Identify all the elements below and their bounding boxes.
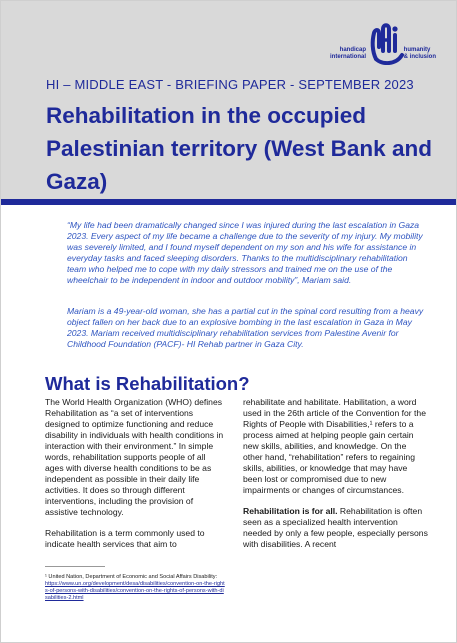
intro-story: Mariam is a 49-year-old woman, she has a partial cut in the spinal cord resulting from a heavy object fallen on her back due to an explosive bombing in the last escalation in Gaza in May 2023. Mariam received multidisciplinary rehabilitation services from Palestine Avenir for Childhood Foundation (PACF)- HI Rehab partner in Gaza City. (67, 306, 424, 349)
footnote-text: ¹ United Nation, Department of Economic and Social Affairs Disability: (45, 574, 218, 580)
col1-paragraph-1: The World Health Organization (WHO) defines Rehabilitation as “a set of interventions designed to optimize functioning and reduce disability in individuals with health conditions in interaction with their environment.” In simple words, rehabilitation supports people of all ages with diverse health conditions to be as independent as possible in their daily life activities. It does so through different interventions, including the provision of assistive technology. (45, 397, 224, 517)
logo-right-line1: humanity (403, 47, 431, 53)
footnote-link[interactable]: https://www.un.org/development/desa/disabilities/convention-on-the-rights-of-persons-with-disabilities/convention-on-the-rights-of-persons-with-disabilities-2.html (45, 581, 225, 601)
page-title: Rehabilitation in the occupied Palestinian territory (West Bank and Gaza) (46, 103, 432, 194)
footnote (45, 574, 225, 602)
briefing-kicker: HI – MIDDLE EAST - BRIEFING PAPER - SEPTEMBER 2023 (46, 77, 414, 92)
logo-right-line2: & inclusion (403, 54, 436, 60)
header-divider (1, 199, 456, 205)
footnote-separator (45, 566, 105, 567)
body-column-left (45, 397, 225, 560)
hi-logo (324, 21, 442, 65)
logo-left-line2: international (329, 54, 366, 60)
logo-text-right (404, 47, 436, 61)
col1-paragraph-2: Rehabilitation is a term commonly used to indicate health services that aim to (45, 528, 205, 549)
hand-logo-icon (368, 21, 408, 65)
col2-paragraph-2-rest: Rehabilitation is often seen as a specialized health intervention needed by only a few people, especially persons with disabilities. A recent (243, 506, 428, 549)
section-heading: What is Rehabilitation? (45, 373, 250, 394)
body-column-right (243, 397, 428, 560)
logo-left-line1: handicap (339, 47, 366, 53)
col2-paragraph-2 (243, 506, 428, 550)
col2-paragraph-1: rehabilitate and habilitate. Habilitation, a word used in the 26th article of the Convention for the Rights of People with Disabilities,¹ refers to a process aimed at helping people gain certain new skills, abilities, and knowledge. On the other hand, “rehabilitation” refers to regaining skills, abilities, or knowledge that may have been lost or compromised due to new impairments or changes of circumstances. (243, 397, 426, 495)
header-band (1, 1, 456, 199)
col2-bold-lead: Rehabilitation is for all. (243, 506, 338, 516)
logo-text-left (330, 47, 366, 61)
intro-quote: “My life had been dramatically changed since I was injured during the last escalation in Gaza 2023. Every aspect of my life became a challenge due to the severity of my injury. My mobility was severely limited, and I found myself dependent on my son and his wife for assistance in everyday tasks and faced sleeping disorders. Thanks to the multidisciplinary rehabilitation team who helped me to cope with my daily stressors and trained me on the use of the wheelchair to be independent in indoor and outdoor mobility”, Mariam said. (67, 220, 423, 285)
